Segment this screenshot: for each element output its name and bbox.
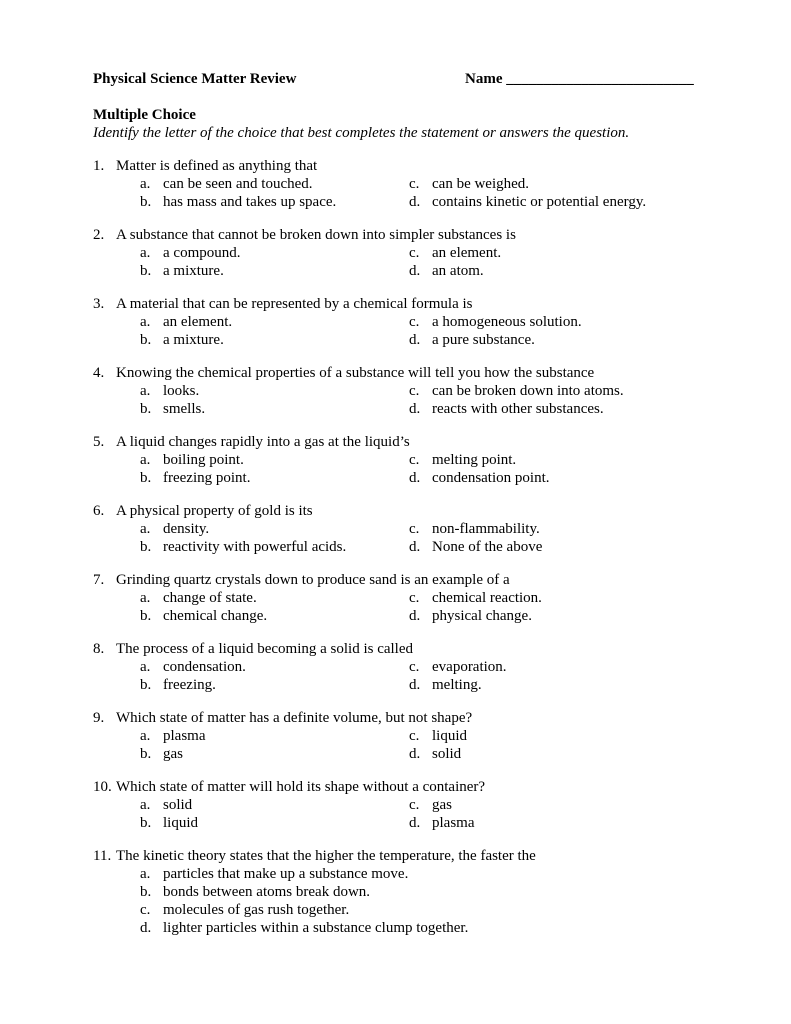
choice-row: [93, 313, 753, 331]
question-number: 7.: [93, 572, 105, 588]
section-intro: [93, 106, 733, 142]
question-text: A substance that cannot be broken down into simpler substances is: [116, 227, 516, 243]
question-stem: [93, 709, 753, 727]
choice-text: a compound.: [163, 245, 241, 261]
choice-letter: d.: [409, 539, 421, 555]
question-item: [93, 433, 753, 487]
choice-letter: b.: [140, 608, 152, 624]
question-number: 6.: [93, 503, 105, 519]
choice-text: molecules of gas rush together.: [163, 902, 350, 918]
question-text: Knowing the chemical properties of a substance will tell you how the substance: [116, 365, 595, 381]
choice-letter: b.: [140, 884, 152, 900]
question-stem: [93, 364, 753, 382]
answer-choices: [93, 658, 753, 694]
choice-text: change of state.: [163, 590, 257, 606]
choice-letter: c.: [409, 521, 420, 537]
answer-choice: [140, 727, 409, 745]
answer-choice: [140, 469, 409, 487]
answer-choice: [409, 796, 709, 814]
choice-letter: c.: [140, 902, 151, 918]
choice-letter: c.: [409, 590, 420, 606]
answer-choice: [140, 175, 409, 193]
question-number: 3.: [93, 296, 105, 312]
choice-row: [93, 796, 753, 814]
worksheet-title: Physical Science Matter Review: [93, 71, 297, 87]
choice-text: has mass and takes up space.: [163, 194, 337, 210]
choice-text: smells.: [163, 401, 206, 417]
answer-choice: [409, 313, 709, 331]
choice-letter: b.: [140, 746, 152, 762]
choice-text: an element.: [432, 245, 502, 261]
answer-choice: [409, 538, 709, 556]
choice-row: [93, 193, 753, 211]
choice-letter: a.: [140, 383, 151, 399]
choice-text: reactivity with powerful acids.: [163, 539, 347, 555]
question-text: The kinetic theory states that the higher the temperature, the faster the: [116, 848, 536, 864]
choice-row: [93, 727, 753, 745]
choice-text: liquid: [163, 815, 199, 831]
choice-letter: d.: [409, 401, 421, 417]
answer-choice: [140, 244, 409, 262]
answer-choice: [140, 865, 753, 883]
choice-text: a mixture.: [163, 332, 224, 348]
choice-text: gas: [163, 746, 183, 762]
question-stem: [93, 433, 753, 451]
question-item: [93, 778, 753, 832]
choice-letter: b.: [140, 815, 152, 831]
choice-row: [93, 382, 753, 400]
choice-text: a mixture.: [163, 263, 224, 279]
question-number: 2.: [93, 227, 105, 243]
question-text: A material that can be represented by a chemical formula is: [116, 296, 473, 312]
question-number: 9.: [93, 710, 105, 726]
answer-choice: [409, 400, 709, 418]
answer-choices: [93, 520, 753, 556]
choice-letter: d.: [409, 608, 421, 624]
choice-text: bonds between atoms break down.: [163, 884, 371, 900]
choice-text: freezing point.: [163, 470, 251, 486]
question-item: [93, 226, 753, 280]
choice-row: [93, 658, 753, 676]
question-item: [93, 571, 753, 625]
answer-choices: [93, 244, 753, 280]
choice-text: evaporation.: [432, 659, 507, 675]
choice-letter: a.: [140, 797, 151, 813]
choice-letter: b.: [140, 677, 152, 693]
choice-row: [93, 175, 753, 193]
answer-choice: [409, 469, 709, 487]
answer-choice: [140, 331, 409, 349]
choice-letter: d.: [409, 677, 421, 693]
choice-text: particles that make up a substance move.: [163, 866, 409, 882]
question-text: Matter is defined as anything that: [116, 158, 318, 174]
choice-letter: a.: [140, 314, 151, 330]
question-number: 11.: [93, 848, 112, 864]
answer-choices: [93, 727, 753, 763]
choice-text: can be seen and touched.: [163, 176, 313, 192]
section-heading: Multiple Choice: [93, 107, 196, 123]
answer-choice: [140, 400, 409, 418]
question-stem: [93, 778, 753, 796]
choice-letter: a.: [140, 659, 151, 675]
choice-letter: a.: [140, 728, 151, 744]
choice-letter: c.: [409, 728, 420, 744]
choice-text: a pure substance.: [432, 332, 535, 348]
choice-text: physical change.: [432, 608, 532, 624]
choice-text: gas: [432, 797, 452, 813]
answer-choice: [140, 745, 409, 763]
choice-letter: c.: [409, 176, 420, 192]
answer-choice: [140, 658, 409, 676]
choice-row: [93, 814, 753, 832]
choice-text: contains kinetic or potential energy.: [432, 194, 647, 210]
question-text: A physical property of gold is its: [116, 503, 313, 519]
choice-letter: d.: [409, 746, 421, 762]
answer-choice: [409, 589, 709, 607]
choice-text: plasma: [163, 728, 206, 744]
choice-text: an element.: [163, 314, 233, 330]
choice-letter: b.: [140, 332, 152, 348]
answer-choice: [140, 901, 753, 919]
choice-letter: b.: [140, 401, 152, 417]
choice-letter: d.: [140, 920, 152, 936]
question-item: [93, 295, 753, 349]
worksheet-header: [93, 70, 713, 90]
choice-row: [93, 745, 753, 763]
choice-text: freezing.: [163, 677, 216, 693]
answer-choice: [409, 244, 709, 262]
choice-letter: a.: [140, 521, 151, 537]
answer-choices: [93, 175, 753, 211]
choice-row: [93, 469, 753, 487]
choice-text: an atom.: [432, 263, 484, 279]
choice-letter: d.: [409, 815, 421, 831]
choice-row: [93, 538, 753, 556]
question-number: 10.: [93, 779, 112, 795]
choice-text: can be weighed.: [432, 176, 530, 192]
choice-letter: a.: [140, 866, 151, 882]
question-item: [93, 364, 753, 418]
question-number: 5.: [93, 434, 105, 450]
choice-letter: d.: [409, 470, 421, 486]
answer-choice: [409, 814, 709, 832]
choice-letter: d.: [409, 194, 421, 210]
answer-choice: [409, 382, 709, 400]
question-text: Which state of matter will hold its shape without a container?: [116, 779, 486, 795]
choice-row: [93, 607, 753, 625]
choice-row: [93, 589, 753, 607]
answer-choice: [409, 745, 709, 763]
choice-letter: d.: [409, 263, 421, 279]
answer-choice: [409, 193, 709, 211]
choice-letter: c.: [409, 383, 420, 399]
question-list: [93, 157, 753, 952]
choice-text: density.: [163, 521, 210, 537]
choice-text: can be broken down into atoms.: [432, 383, 624, 399]
answer-choice: [140, 607, 409, 625]
answer-choice: [140, 796, 409, 814]
choice-row: [93, 451, 753, 469]
question-text: The process of a liquid becoming a solid is called: [116, 641, 414, 657]
question-stem: [93, 571, 753, 589]
question-stem: [93, 502, 753, 520]
choice-letter: c.: [409, 245, 420, 261]
question-item: [93, 640, 753, 694]
choice-text: condensation.: [163, 659, 246, 675]
choice-text: solid: [163, 797, 193, 813]
answer-choice: [409, 331, 709, 349]
choice-text: chemical change.: [163, 608, 268, 624]
question-item: [93, 502, 753, 556]
question-number: 8.: [93, 641, 105, 657]
choice-text: solid: [432, 746, 462, 762]
question-stem: [93, 226, 753, 244]
choice-letter: b.: [140, 470, 152, 486]
answer-choice: [140, 262, 409, 280]
answer-choice: [140, 919, 753, 937]
answer-choice: [409, 727, 709, 745]
question-item: [93, 847, 753, 937]
answer-choice: [140, 538, 409, 556]
section-instruction: Identify the letter of the choice that best completes the statement or answers the question.: [93, 125, 630, 141]
choice-letter: b.: [140, 263, 152, 279]
answer-choice: [409, 520, 709, 538]
choice-text: chemical reaction.: [432, 590, 542, 606]
choice-row: [93, 520, 753, 538]
answer-choice: [409, 175, 709, 193]
choice-text: non-flammability.: [432, 521, 540, 537]
answer-choice: [140, 814, 409, 832]
question-stem: [93, 847, 753, 865]
answer-choice: [409, 262, 709, 280]
answer-choices: [93, 382, 753, 418]
choice-letter: b.: [140, 539, 152, 555]
answer-choice: [140, 589, 409, 607]
choice-letter: c.: [409, 659, 420, 675]
choice-text: boiling point.: [163, 452, 244, 468]
answer-choice: [409, 658, 709, 676]
answer-choices: [93, 796, 753, 832]
answer-choice: [140, 313, 409, 331]
answer-choices: [93, 313, 753, 349]
question-stem: [93, 640, 753, 658]
choice-letter: c.: [409, 314, 420, 330]
choice-text: liquid: [432, 728, 468, 744]
choice-letter: d.: [409, 332, 421, 348]
answer-choices: [93, 589, 753, 625]
choice-text: melting.: [432, 677, 482, 693]
answer-choice: [140, 193, 409, 211]
choice-letter: a.: [140, 245, 151, 261]
choice-letter: a.: [140, 176, 151, 192]
choice-letter: a.: [140, 452, 151, 468]
question-number: 4.: [93, 365, 105, 381]
choice-letter: a.: [140, 590, 151, 606]
answer-choice: [409, 607, 709, 625]
choice-row: [93, 262, 753, 280]
choice-row: [93, 244, 753, 262]
answer-choice: [140, 883, 753, 901]
name-field-label: Name _________________________: [465, 71, 694, 87]
question-text: Which state of matter has a definite volume, but not shape?: [116, 710, 473, 726]
answer-choice: [140, 382, 409, 400]
answer-choices: [93, 865, 753, 937]
question-item: [93, 709, 753, 763]
answer-choice: [140, 676, 409, 694]
choice-text: condensation point.: [432, 470, 550, 486]
question-stem: [93, 157, 753, 175]
choice-row: [93, 400, 753, 418]
choice-text: None of the above: [432, 539, 543, 555]
question-number: 1.: [93, 158, 105, 174]
question-item: [93, 157, 753, 211]
choice-text: plasma: [432, 815, 475, 831]
answer-choices: [93, 451, 753, 487]
choice-text: looks.: [163, 383, 200, 399]
answer-choice: [140, 520, 409, 538]
choice-row: [93, 676, 753, 694]
choice-text: a homogeneous solution.: [432, 314, 582, 330]
question-text: Grinding quartz crystals down to produce sand is an example of a: [116, 572, 510, 588]
choice-text: reacts with other substances.: [432, 401, 604, 417]
choice-text: melting point.: [432, 452, 517, 468]
answer-choice: [409, 451, 709, 469]
choice-letter: c.: [409, 452, 420, 468]
answer-choice: [409, 676, 709, 694]
question-text: A liquid changes rapidly into a gas at the liquid’s: [116, 434, 410, 450]
choice-row: [93, 331, 753, 349]
question-stem: [93, 295, 753, 313]
choice-letter: c.: [409, 797, 420, 813]
choice-letter: b.: [140, 194, 152, 210]
answer-choice: [140, 451, 409, 469]
choice-text: lighter particles within a substance clump together.: [163, 920, 469, 936]
